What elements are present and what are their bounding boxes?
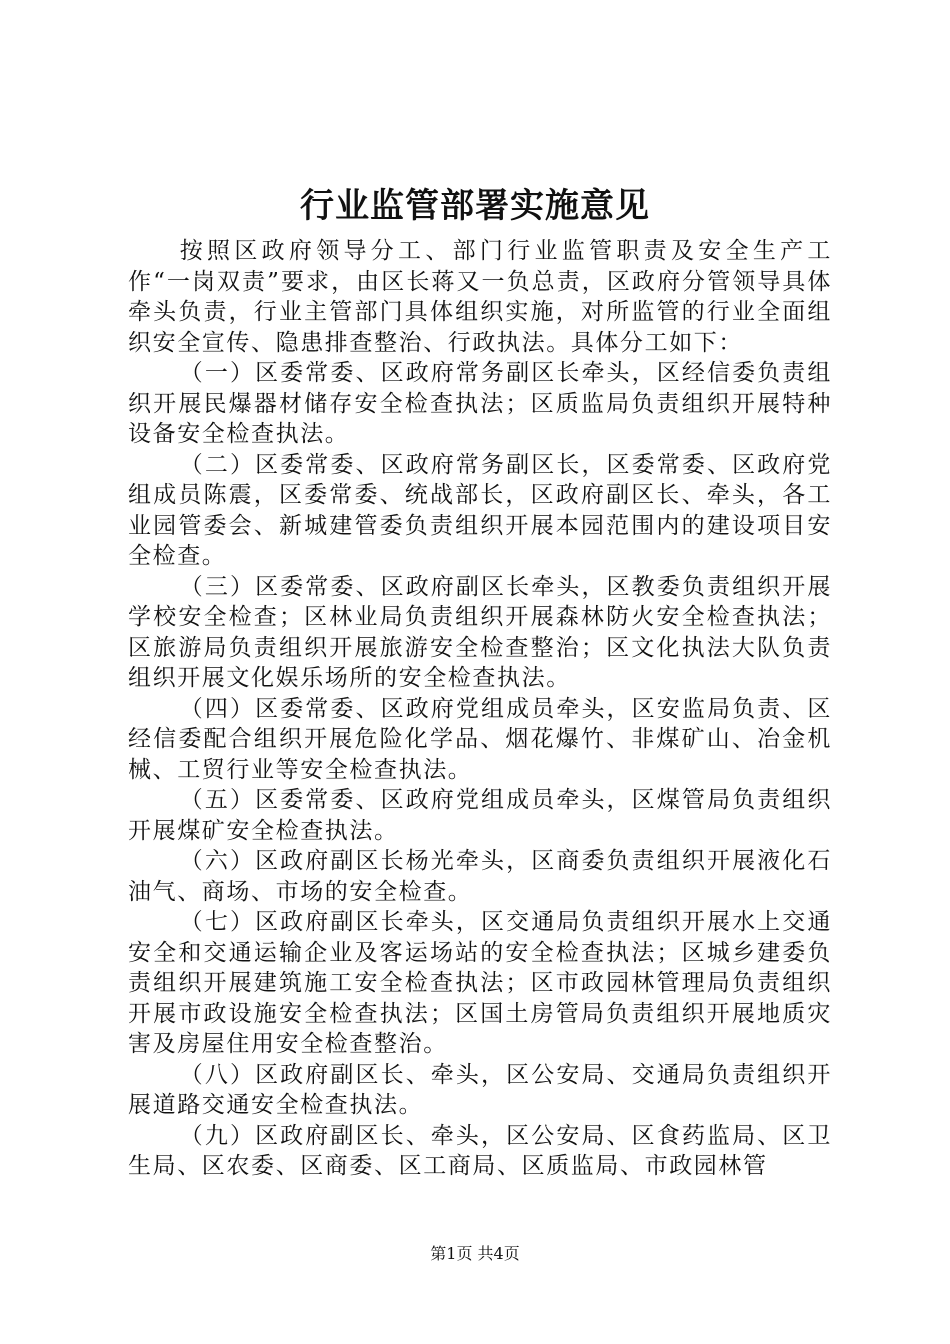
paragraph-item-8: （八）区政府副区长、牵头，区公安局、交通局负责组织开展道路交通安全检查执法。 — [128, 1061, 832, 1118]
paragraph-item-9: （九）区政府副区长、牵头，区公安局、区食药监局、区卫生局、区农委、区商委、区工商局、区质监局、市政园林管 — [128, 1122, 832, 1179]
paragraph-item-5: （五）区委常委、区政府党组成员牵头，区煤管局负责组织开展煤矿安全检查执法。 — [128, 787, 832, 844]
document-body — [128, 236, 832, 1182]
paragraph-intro: 按照区政府领导分工、部门行业监管职责及安全生产工作“一岗双责”要求，由区长蒋又一负总责，区政府分管领导具体牵头负责，行业主管部门具体组织实施，对所监管的行业全面组织安全宣传、隐患排查整治、行政执法。具体分工如下： — [128, 238, 832, 356]
paragraph-item-2: （二）区委常委、区政府常务副区长，区委常委、区政府党组成员陈震，区委常委、统战部长，区政府副区长、牵头，各工业园管委会、新城建管委负责组织开展本园范围内的建设项目安全检查。 — [128, 451, 832, 569]
paragraph-item-4: （四）区委常委、区政府党组成员牵头，区安监局负责、区经信委配合组织开展危险化学品、烟花爆竹、非煤矿山、冶金机械、工贸行业等安全检查执法。 — [128, 695, 832, 783]
document-title: 行业监管部署实施意见 — [300, 186, 650, 226]
paragraph-item-7: （七）区政府副区长牵头，区交通局负责组织开展水上交通安全和交通运输企业及客运场站的安全检查执法；区城乡建委负责组织开展建筑施工安全检查执法；区市政园林管理局负责组织开展市政设施安全检查执法；区国土房管局负责组织开展地质灾害及房屋住用安全检查整治。 — [128, 909, 832, 1057]
paragraph-item-1: （一）区委常委、区政府常务副区长牵头，区经信委负责组织开展民爆器材储存安全检查执法；区质监局负责组织开展特种设备安全检查执法。 — [128, 360, 832, 447]
page-footer: 第1页 共4页 — [430, 1244, 520, 1263]
paragraph-item-3: （三）区委常委、区政府副区长牵头，区教委负责组织开展学校安全检查；区林业局负责组织开展森林防火安全检查执法；区旅游局负责组织开展旅游安全检查整治；区文化执法大队负责组织开展文化娱乐场所的安全检查执法。 — [128, 573, 832, 691]
paragraph-item-6: （六）区政府副区长杨光牵头，区商委负责组织开展液化石油气、商场、市场的安全检查。 — [128, 848, 832, 905]
